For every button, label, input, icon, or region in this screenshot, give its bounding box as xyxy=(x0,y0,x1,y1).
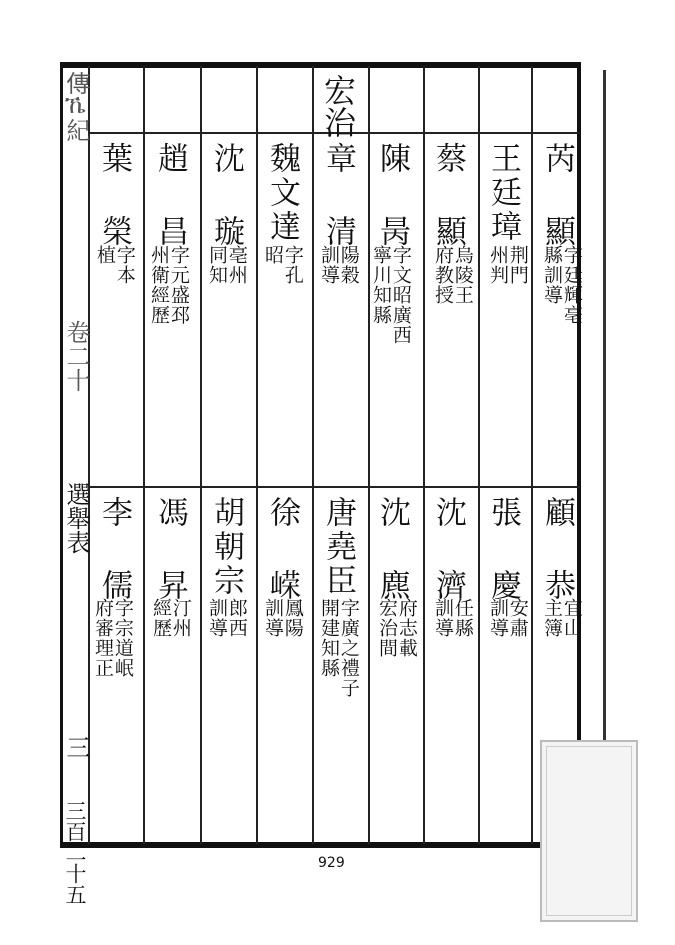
lower-entry-note: 任縣 訓導 xyxy=(431,598,474,638)
column-divider xyxy=(478,66,480,844)
margin-leaf: 三 xyxy=(62,735,90,759)
lower-entry-name: 李 儒 xyxy=(96,496,132,603)
column-divider xyxy=(368,66,370,844)
frame-bottom-border xyxy=(60,842,580,848)
lower-entry-note: 字宗道岷 府審理正 xyxy=(91,598,134,678)
margin-book-title: 𫝊ኼ紀 xyxy=(62,70,90,142)
outer-right-rule xyxy=(603,70,606,840)
column-divider xyxy=(143,66,145,844)
lower-entry-note: 郎西 訓導 xyxy=(205,598,248,638)
upper-entry-name: 魏文達 xyxy=(264,142,300,244)
lower-entry-name: 沈 濟 xyxy=(430,496,466,603)
margin-column xyxy=(62,70,90,905)
column-divider xyxy=(256,66,258,844)
library-seal-stamp xyxy=(540,740,638,922)
upper-entry-note: 字廷輝亳 縣訓導 xyxy=(540,245,583,325)
upper-entry-name: 章 清 xyxy=(320,142,356,249)
upper-entry-note: 字孔 昭 xyxy=(261,245,304,285)
margin-section: 選舉表 xyxy=(62,482,90,554)
upper-entry-name: 趙 昌 xyxy=(152,142,188,249)
lower-entry-name: 顧 恭 xyxy=(539,496,575,603)
lower-entry-note: 字廣之禮子 開建知縣 xyxy=(317,598,360,698)
lower-entry-note: 安肅 訓導 xyxy=(486,598,529,638)
page-number: 929 xyxy=(318,855,345,871)
upper-entry-name: 葉 榮 xyxy=(96,142,132,249)
frame-top-border xyxy=(60,62,580,68)
column-divider xyxy=(531,66,533,844)
lower-entry-name: 唐堯臣 xyxy=(320,496,356,598)
lower-entry-note: 府志載 宏治間 xyxy=(375,598,418,658)
lower-entry-note: 宜山 主簿 xyxy=(540,598,583,638)
upper-entry-name: 芮 顯 xyxy=(539,142,575,249)
upper-entry-name: 沈 璇 xyxy=(208,142,244,249)
margin-page-label: 三百二十五 xyxy=(63,800,87,905)
upper-entry-name: 王廷璋 xyxy=(485,142,521,244)
upper-entry-note: 陽穀 訓導 xyxy=(317,245,360,285)
upper-entry-note: 亳州 同知 xyxy=(205,245,248,285)
upper-entry-name: 蔡 顯 xyxy=(430,142,466,249)
column-divider xyxy=(200,66,202,844)
row-divider xyxy=(88,486,580,488)
frame-right-border xyxy=(577,62,581,848)
upper-entry-note: 字元盛邳 州衛經歷 xyxy=(147,245,190,325)
upper-entry-note: 字文昭廣西 寧川知縣 xyxy=(369,245,412,345)
lower-entry-name: 胡朝宗 xyxy=(208,496,244,598)
lower-entry-name: 馮 昇 xyxy=(152,496,188,603)
seal-inner-border xyxy=(546,746,632,916)
upper-entry-note: 字本 植 xyxy=(93,245,136,285)
lower-entry-name: 張 慶 xyxy=(485,496,521,603)
lower-entry-note: 鳳陽 訓導 xyxy=(261,598,304,638)
era-heading: 宏治 xyxy=(319,74,357,138)
upper-entry-name: 陳 昺 xyxy=(374,142,410,249)
column-divider xyxy=(312,66,314,844)
lower-entry-note: 汀州 經歷 xyxy=(149,598,192,638)
upper-entry-note: 荆門 州判 xyxy=(486,245,529,285)
column-divider xyxy=(423,66,425,844)
upper-entry-note: 烏陵王 府教授 xyxy=(431,245,474,305)
lower-entry-name: 徐 嵘 xyxy=(264,496,300,603)
margin-juan: 卷二十 xyxy=(62,320,90,392)
lower-entry-name: 沈 麃 xyxy=(374,496,410,603)
